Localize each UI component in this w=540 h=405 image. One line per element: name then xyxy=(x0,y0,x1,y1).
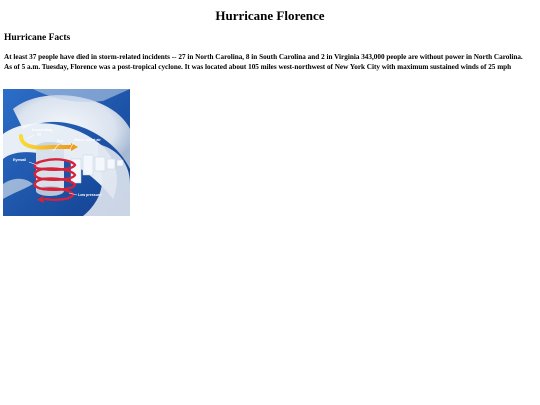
label-descending-air: Descending xyxy=(32,128,53,132)
facts-paragraph: At least 37 people have died in storm-related incidents -- 27 in North Carolina, 8 in South Carolina and 2 in Virginia 343,000 people are without power in North Carolina. As of 5 a.m. Tuesday, Florence was a post-tropical cyclone. It was located about 105 miles west-northwest of New York City with maximum sustained winds of 25 mph xyxy=(4,53,523,71)
label-low-pressure: Low pressure xyxy=(78,193,102,197)
hurricane-diagram xyxy=(3,89,130,216)
page-title: Hurricane Florence xyxy=(215,8,325,23)
label-warm-moist-air: Warm, moist air xyxy=(74,138,101,142)
section-heading: Hurricane Facts xyxy=(4,33,71,43)
label-descending-air-2: air xyxy=(37,132,42,137)
hurricane-diagram-graphic xyxy=(3,89,130,216)
label-eyewall: Eyewall xyxy=(13,158,27,162)
label-eye: Eye xyxy=(57,139,64,143)
